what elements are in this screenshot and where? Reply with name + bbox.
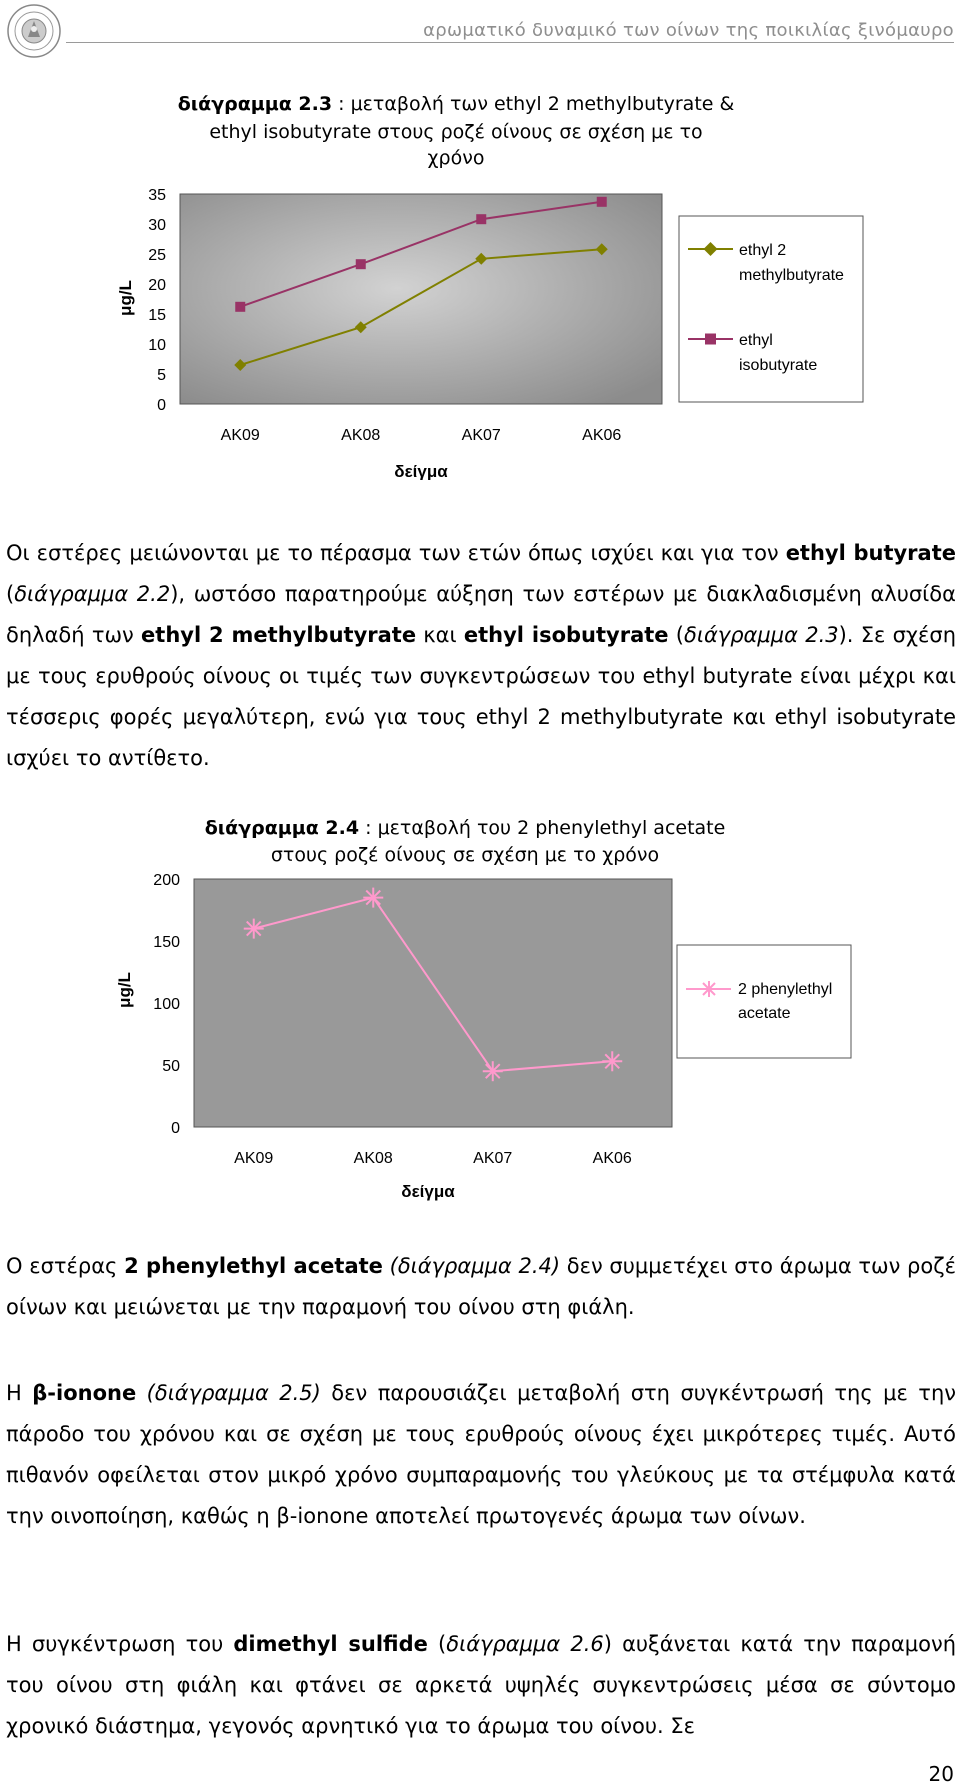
star-marker-icon (701, 981, 717, 997)
data-point (356, 259, 366, 269)
text-run: και (416, 623, 464, 647)
text-run: δεν παρουσιάζει μεταβολή στη συγκέντρωσή της με την πάροδο του χρόνου και σε σχέση με τους ερυθρούς οίνους έχει μικρότερες τιμές. Αυτό πιθανόν οφείλεται στον μικρό χρόνο συμπαραμονής του γλεύκους με τα στέμφυλα κατά την οινοποίηση, καθώς η β-ionone αποτελεί πρωτογενές άρωμα των οίνων. (6, 1381, 956, 1528)
chart-2-4 (0, 800, 960, 1210)
term-beta-ionone: β-ionone (32, 1381, 137, 1405)
text-run: ). Σε σχέση με τους ερυθρούς οίνους οι τιμές των συγκεντρώσεων του ethyl butyrate είναι μέχρι και τέσσερις φορές μεγαλύτερη, ενώ για τους ethyl 2 methylbutyrate και ethyl isobutyrate ισχύει το αντίθετο. (6, 623, 957, 770)
text-run: Ο εστέρας (6, 1254, 125, 1278)
text-run: ) αυξάνεται κατά την παραμονή του οίνου στη φιάλη και φτάνει σε αρκετά υψηλές συγκεντρώσεις μέσα σε σύντομο χρονικό διάστημα, γεγονός αρνητικό για το άρωμα του οίνου. Σε (6, 1632, 957, 1738)
legend-label-line2: isobutyrate (739, 357, 818, 374)
x-tick-label: ΑΚ09 (220, 427, 260, 444)
text-run: Η συγκέντρωση του (6, 1632, 234, 1656)
x-tick-label: ΑΚ07 (473, 1150, 513, 1167)
term-dimethyl-sulfide: dimethyl sulfide (233, 1632, 428, 1656)
x-axis-label: δείγμα (394, 462, 448, 480)
term-ethyl-isobutyrate: ethyl isobutyrate (463, 623, 669, 647)
chart-title-line2: ethyl isobutyrate στους ροζέ οίνους σε σχέση με το (209, 121, 703, 143)
text-run: ( (668, 623, 684, 647)
x-tick-label: ΑΚ06 (592, 1150, 632, 1167)
plot-area (194, 879, 672, 1127)
paragraph-beta-ionone (6, 1373, 956, 1537)
figure-reference: (διάγραμμα 2.4) (389, 1254, 561, 1278)
chart-title-sep: : (332, 93, 351, 115)
y-tick-label: 150 (153, 934, 180, 951)
data-point (476, 214, 486, 224)
chart-title-line3: χρόνο (427, 147, 485, 169)
y-tick-label: 50 (162, 1058, 180, 1075)
chart-title-text: μεταβολή του 2 phenylethyl acetate (377, 817, 726, 839)
figure-reference: διάγραμμα 2.3 (684, 623, 839, 647)
data-point (597, 197, 607, 207)
y-tick-label: 100 (153, 996, 180, 1013)
chart-2-3 (0, 0, 960, 480)
text-run: Η (6, 1381, 33, 1405)
term-ethyl-butyrate: ethyl butyrate (785, 541, 956, 565)
chart-title-line2: στους ροζέ οίνους σε σχέση με το χρόνο (270, 844, 660, 866)
chart-title-line1 (178, 93, 735, 115)
text-run: Οι εστέρες μειώνονται με το πέρασμα των ετών όπως ισχύει και για τον (6, 541, 786, 565)
x-tick-label: ΑΚ08 (353, 1150, 393, 1167)
figure-reference: διάγραμμα 2.2 (14, 582, 171, 606)
text-run (383, 1254, 390, 1278)
page-number: 20 (928, 1762, 954, 1786)
y-tick-label: 15 (148, 307, 166, 324)
y-axis-label: μg/L (116, 280, 135, 316)
plot-area (180, 194, 662, 404)
x-tick-label: ΑΚ07 (461, 427, 501, 444)
text-run: ( (427, 1632, 447, 1656)
y-tick-label: 0 (171, 1120, 180, 1137)
y-tick-label: 20 (148, 277, 166, 294)
chart-number: διάγραμμα 2.4 (204, 817, 360, 839)
x-axis-label: δείγμα (401, 1182, 455, 1201)
paragraph-esters (6, 533, 956, 779)
x-tick-label: ΑΚ06 (582, 427, 622, 444)
y-tick-label: 10 (148, 337, 166, 354)
y-tick-label: 0 (157, 397, 166, 414)
y-tick-label: 25 (148, 247, 166, 264)
y-tick-label: 35 (148, 187, 166, 204)
x-tick-label: ΑΚ09 (234, 1150, 274, 1167)
text-run (136, 1381, 146, 1405)
y-tick-label: 200 (153, 872, 180, 889)
legend-label-line1: 2 phenylethyl (738, 981, 833, 998)
figure-reference: (διάγραμμα 2.5) (146, 1381, 321, 1405)
chart-title-line1 (205, 817, 726, 839)
legend-label-line2: methylbutyrate (739, 267, 844, 284)
term-ethyl-2-methylbutyrate: ethyl 2 methylbutyrate (141, 623, 417, 647)
chart-number: διάγραμμα 2.3 (177, 93, 333, 115)
y-tick-label: 30 (148, 217, 166, 234)
y-axis-label: μg/L (115, 972, 134, 1008)
term-2-phenylethyl-acetate: 2 phenylethyl acetate (124, 1254, 383, 1278)
running-title: αρωματικό δυναμικό των οίνων της ποικιλίας ξινόμαυρο (423, 20, 954, 41)
legend-box (677, 945, 851, 1058)
paragraph-dimethyl-sulfide (6, 1624, 956, 1747)
legend-label-line1: ethyl 2 (739, 242, 787, 259)
chart-title-text: μεταβολή των ethyl 2 methylbutyrate & (350, 93, 735, 115)
figure-reference: διάγραμμα 2.6 (446, 1632, 604, 1656)
chart-title-sep: : (359, 817, 378, 839)
data-point (235, 302, 245, 312)
text-run: δεν συμμετέχει στο άρωμα των ροζέ οίνων και μειώνεται με την παραμονή του οίνου στη φιάλη. (6, 1254, 956, 1319)
y-tick-label: 5 (157, 367, 166, 384)
text-run: ( (6, 582, 15, 606)
legend-label-line2: acetate (738, 1005, 791, 1022)
x-tick-label: ΑΚ08 (341, 427, 381, 444)
legend-label-line1: ethyl (739, 332, 773, 349)
text-run: ), ωστόσο παρατηρούμε αύξηση των εστέρων με διακλαδισμένη αλυσίδα δηλαδή των (6, 582, 956, 647)
square-marker-icon (705, 334, 716, 345)
paragraph-phenylethyl-acetate (6, 1246, 956, 1328)
